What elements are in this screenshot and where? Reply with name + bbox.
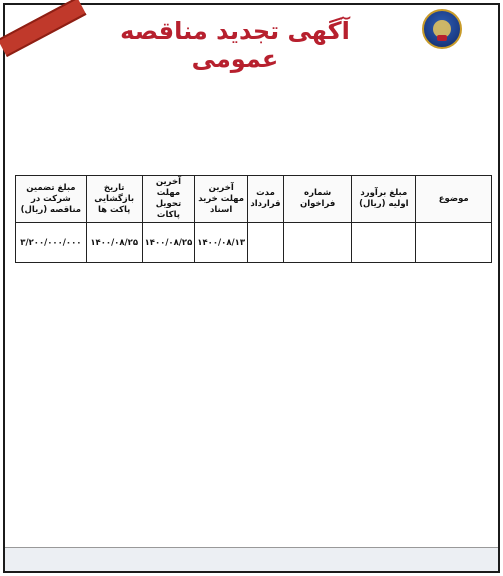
table-header-cell: موضوع [416,176,492,223]
table-cell [352,223,416,263]
first-publication-ribbon [0,0,86,57]
table-cell: ۱۴۰۰/۰۸/۲۵ [86,223,142,263]
table-row [16,223,492,263]
table-header-row [16,176,492,223]
notes-paragraph [15,277,492,509]
table-header-cell: آخرین مهلت تحویل پاکات [142,176,195,223]
table-cell [283,223,351,263]
table-header-cell: شماره فراخوان [283,176,351,223]
table-cell: ۱۴۰۰/۰۸/۱۳ [195,223,248,263]
header [5,5,498,73]
table-cell [416,223,492,263]
table-header-cell: مبلغ تضمین شرکت در مناقصه (ریال) [16,176,87,223]
table-header-cell: آخرین مهلت خرید اسناد [195,176,248,223]
table-cell: ۳/۲۰۰/۰۰۰/۰۰۰ [16,223,87,263]
table-header-cell: مدت قرارداد [248,176,284,223]
table-cell [248,223,284,263]
table-header-cell: مبلغ برآورد اولیه (ریال) [352,176,416,223]
municipality-logo-icon [422,9,462,49]
table-header-cell: تاریخ بازگشایی پاکت ها [86,176,142,223]
notice-title: آگهی تجدید مناقصه عمومی [120,17,350,73]
notice-page [3,3,500,573]
footer-department [5,547,498,571]
logo-box [392,9,492,69]
intro-paragraph [15,75,492,173]
tender-table [15,175,492,263]
table-cell: ۱۴۰۰/۰۸/۲۵ [142,223,195,263]
